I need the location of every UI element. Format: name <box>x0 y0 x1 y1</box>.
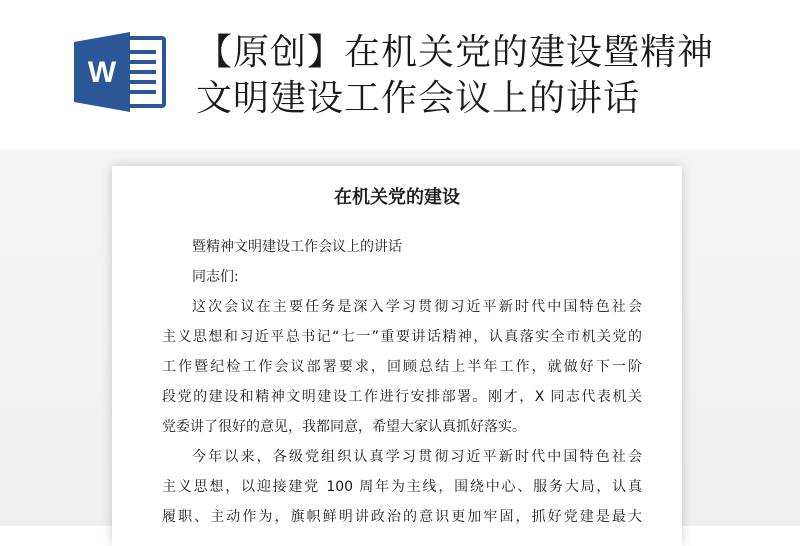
document-title-line-1: 【原创】在机关党的建设暨精神 <box>196 32 715 73</box>
document-title-line-2: 文明建设工作会议上的讲话 <box>196 78 641 119</box>
body-line: 暨精神文明建设工作会议上的讲话 <box>192 239 402 255</box>
word-document-icon <box>74 30 166 114</box>
page-body <box>162 232 642 532</box>
body-line: 同志们: <box>192 269 239 285</box>
body-line: 履职、主动作为，旗帜鲜明讲政治的意识更加牢固，抓好党建是最大 <box>162 509 642 525</box>
word-icon-letter: W <box>87 56 117 89</box>
document-title <box>196 30 786 122</box>
document-page <box>112 166 682 546</box>
body-line: 主义思想和习近平总书记“七一”重要讲话精神，认真落实全市机关党的 <box>162 329 642 345</box>
page-heading: 在机关党的建设 <box>334 187 460 208</box>
body-line: 今年以来，各级党组织认真学习贯彻习近平新时代中国特色社会 <box>192 449 642 465</box>
header-banner <box>0 0 800 150</box>
body-line: 主义思想，以迎接建党 100 周年为主线，围绕中心、服务大局，认真 <box>162 479 642 495</box>
body-line: 这次会议在主要任务是深入学习贯彻习近平新时代中国特色社会 <box>192 299 642 315</box>
body-line: 党委讲了很好的意见，我都同意，希望大家认真抓好落实。 <box>162 419 526 435</box>
body-line: 工作暨纪检工作会议部署要求，回顾总结上半年工作，就做好下一阶 <box>162 359 642 375</box>
body-line: 段党的建设和精神文明建设工作进行安排部署。刚才，X 同志代表机关 <box>162 389 642 405</box>
